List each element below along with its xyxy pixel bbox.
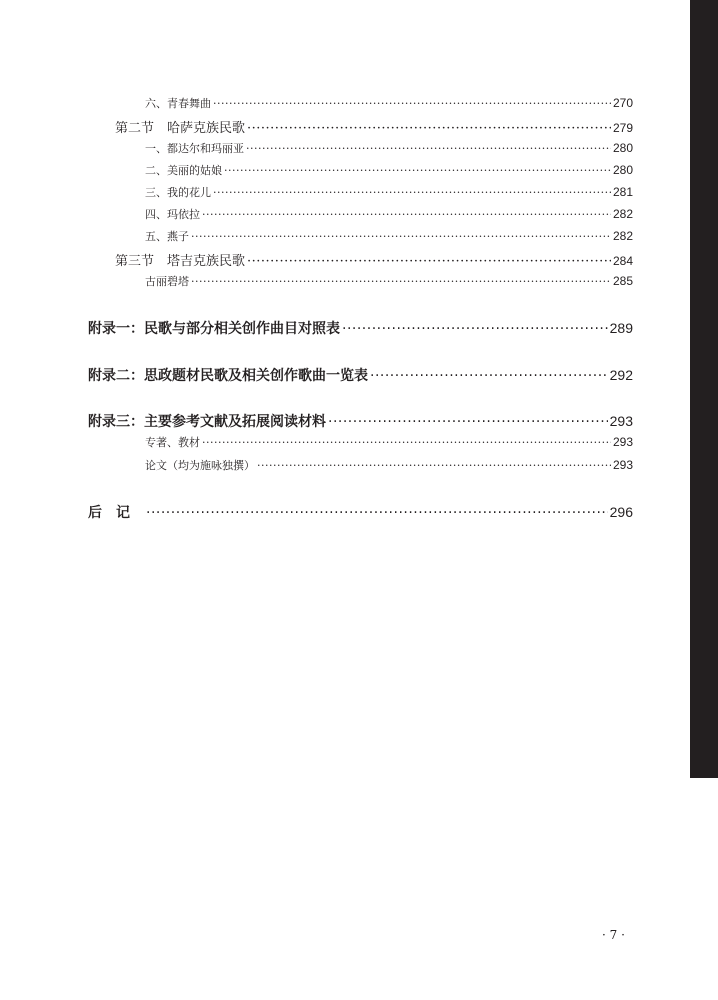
toc-entry-page: 282 [612,229,633,243]
dot-leader [146,505,608,521]
toc-entry-title: 古丽碧塔 [145,275,189,288]
toc-entry-title: 五、燕子 [145,230,189,243]
toc-entry-title: 专著、教材 [145,436,200,449]
dot-leader [342,321,608,337]
toc-entry[interactable] [145,273,633,289]
dot-leader [213,186,611,199]
toc-entry[interactable] [88,411,633,431]
toc-entry[interactable] [145,140,633,156]
dot-leader [328,414,608,430]
dot-leader [224,164,611,177]
toc-entry-page: 280 [612,163,633,177]
toc-entry-page: 293 [612,435,633,449]
dot-leader [191,275,611,288]
toc-entry[interactable] [145,434,633,450]
toc-entry-page: 293 [609,413,633,429]
toc-entry-title: 三、我的花儿 [145,186,211,199]
toc-entry[interactable] [115,250,633,269]
toc-entry-page: 280 [612,141,633,155]
dot-leader [257,459,611,472]
toc-entry[interactable] [145,162,633,178]
toc-entry[interactable] [145,95,633,111]
page-number: · 7 · [602,928,625,942]
toc-entry[interactable] [145,457,633,473]
toc-entry-title: 后记 [88,505,144,521]
toc-entry-title: 附录三：主要参考文献及拓展阅读材料 [88,414,326,430]
toc-entry-page: 279 [612,121,633,135]
toc-entry-page: 282 [612,207,633,221]
toc-entry-title: 二、美丽的姑娘 [145,164,222,177]
toc-entry-page: 296 [609,504,633,520]
toc-entry-title: 附录一：民歌与部分相关创作曲目对照表 [88,321,340,337]
toc-entry-title: 论文（均为施咏独撰） [145,459,255,472]
toc-entry[interactable] [88,365,633,385]
dot-leader [202,208,611,221]
toc-entry-title: 一、都达尔和玛丽亚 [145,142,244,155]
toc-entry-page: 289 [609,320,633,336]
toc-entry-page: 284 [612,254,633,268]
toc-entry[interactable] [115,117,633,136]
toc-entry-page: 292 [609,367,633,383]
dot-leader [247,254,611,269]
edge-tab-bar [690,0,718,778]
dot-leader [202,436,611,449]
dot-leader [370,368,608,384]
toc-entry[interactable] [145,228,633,244]
toc-entry[interactable] [88,502,633,522]
toc-entry-page: 270 [612,96,633,110]
dot-leader [246,142,611,155]
dot-leader [213,97,611,110]
dot-leader [191,230,611,243]
toc-entry-page: 293 [612,458,633,472]
toc-entry-title: 附录二：思政题材民歌及相关创作歌曲一览表 [88,368,368,384]
toc-entry-title: 第二节 哈萨克族民歌 [115,121,246,136]
toc-entry-title: 第三节 塔吉克族民歌 [115,254,246,269]
toc-entry-title: 四、玛依拉 [145,208,200,221]
toc-entry-page: 285 [612,274,633,288]
toc-entry-title: 六、青春舞曲 [145,97,211,110]
toc-entry[interactable] [145,206,633,222]
toc-entry[interactable] [88,318,633,338]
dot-leader [247,121,611,136]
toc-entry[interactable] [145,184,633,200]
toc-entry-page: 281 [612,185,633,199]
